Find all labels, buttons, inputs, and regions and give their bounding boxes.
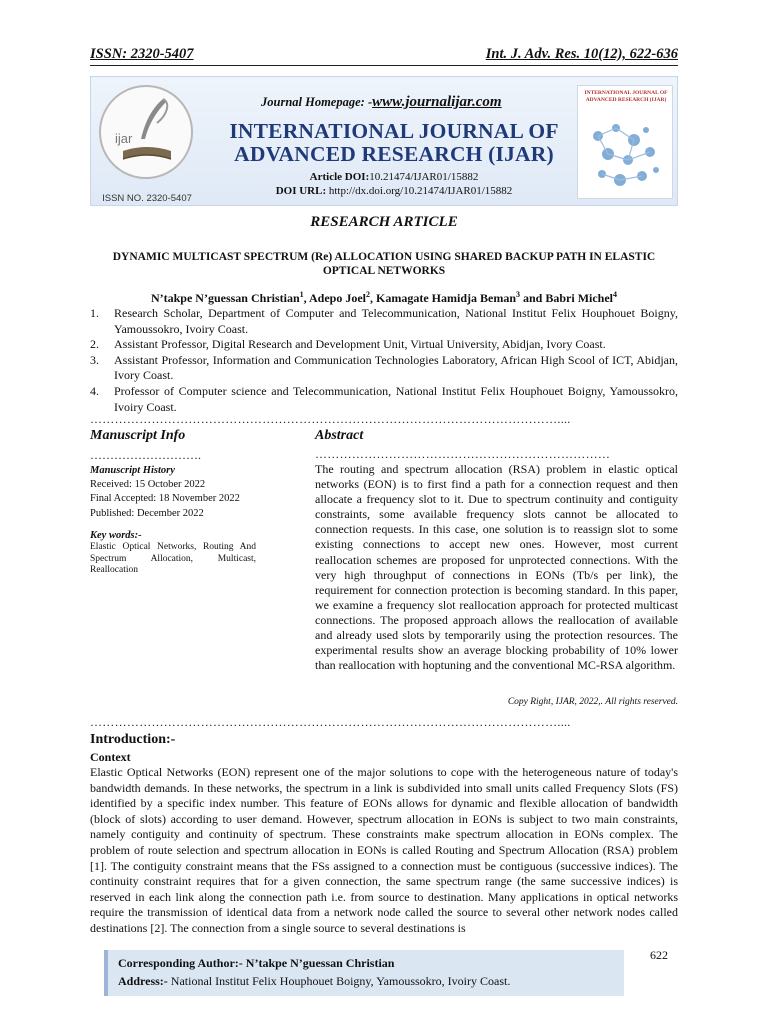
- journal-banner: [90, 76, 678, 206]
- author-name: N’takpe N’guessan Christian: [150, 291, 300, 305]
- section-separator: ……………………………………………………………………………………………………....: [90, 413, 571, 425]
- paper-title: DYNAMIC MULTICAST SPECTRUM (Re) ALLOCATION USING SHARED BACKUP PATH IN ELASTIC OPTICAL NETWORKS: [112, 251, 656, 278]
- keywords-text: Elastic Optical Networks, Routing And Spectrum Allocation, Multicast, Reallocation: [90, 541, 256, 576]
- received-date: Received: 15 October 2022: [90, 479, 206, 491]
- manuscript-info-dots: ……………………….: [90, 448, 201, 462]
- corresponding-author-line: [118, 956, 614, 971]
- context-subheading: Context: [90, 750, 131, 764]
- corresponding-author-box: [104, 950, 624, 996]
- homepage-link[interactable]: www.journalijar.com: [372, 94, 502, 110]
- manuscript-info-heading: Manuscript Info: [90, 428, 186, 443]
- keywords-heading: Key words:-: [90, 530, 142, 541]
- logo-issn-number: ISSN NO. 2320-5407: [102, 193, 192, 204]
- manuscript-history: [90, 464, 260, 521]
- author-affiliation-mark: 2: [366, 290, 370, 299]
- issn-label: ISSN: 2320-5407: [90, 46, 194, 62]
- homepage-label: Journal Homepage: -: [261, 95, 373, 109]
- affiliation-text: Assistant Professor, Information and Communication Technologies Laboratory, African High Scool of ICT, Abidjan, Ivory Coast.: [114, 352, 678, 383]
- affiliation-text: Research Scholar, Department of Computer and Telecommunication, National Institut Felix Houphouet Boigny, Yamoussokro, Ivoiry Coast.: [114, 306, 678, 336]
- page-number: 622: [650, 948, 668, 962]
- affiliation-number: 2.: [90, 337, 99, 352]
- cover-title: INTERNATIONAL JOURNAL OF ADVANCED RESEARCH (IJAR): [584, 90, 668, 103]
- affiliation-item: [90, 337, 678, 353]
- journal-title: INTERNATIONAL JOURNAL OF ADVANCED RESEARCH (IJAR): [229, 119, 559, 167]
- doi-url-label: DOI URL:: [275, 184, 327, 197]
- introduction-paragraph: Elastic Optical Networks (EON) represent one of the major solutions to cope with the heterogeneous nature of today's bandwidth demands. In these networks, the spectrum in a link is subdivided into small units called Frequency Slots (FS) identified by a specific index number. This feature of EONs allows for dynamic and flexible allocation of bandwidth (block of slots) according to user demand. However, spectrum allocation in EONs is subject to two main constraints, namely contiguity and continuity of spectrum. These constraints make spectrum allocation in EONs complex. The problem of route selection and spectrum allocation in EONs is called Routing and Spectrum Allocation (RSA) problem [1]. The contiguity constraint means that the FSs assigned to a connection must be contiguous (successive indices). The continuity constraint requires that for a given connection, the same spectrum range (the same successive indices) is reserved in each link along the connection path i.e. from source to destination. Many applications in optical networks require the transmission of identical data from a network node called the source to several other network nodes called destinations [2]. The connection from a single source to several destinations is: [90, 765, 678, 935]
- author-affiliation-mark: 4: [613, 290, 618, 299]
- author-separator: and: [520, 291, 546, 305]
- affiliation-text: Professor of Computer science and Telecommunication, National Institut Felix Houphouet Boigny, Yamoussokro, Ivoiry Coast.: [114, 383, 678, 414]
- affiliation-item: [90, 306, 678, 337]
- introduction-heading: Introduction:-: [90, 732, 176, 747]
- address-label: Address:-: [118, 974, 168, 988]
- running-header: [90, 46, 678, 66]
- address-line: [118, 974, 614, 989]
- author-name: Adepo Joel: [309, 291, 366, 305]
- author-list: [90, 290, 678, 306]
- abstract-text: The routing and spectrum allocation (RSA) problem in elastic optical networks (EON) is to first find a path for a connection request and then allocate a frequency slot to it. Due to spectrum continuity and contiguity constraints, some available frequency slots cannot be allocated to connection requests. In this case, one solution is to reassign slot to some existing connections to accept new ones. However, most current reallocation schemes are proposed for unprotected connections. With the very high throughput of connections in EONs (Tb/s per link), the requirement for connection protection is becoming standard. In this paper, we examine a frequency slot reallocation approach for protected multicast connections. The proposed approach allows the reallocation of available and already used slots by temporarily using the protection resources. The experimental results show an average blocking probability of 10% lower than reallocation with hoptuning and the conventional MC-RSA algorithm.: [315, 462, 678, 673]
- affiliation-number: 4.: [90, 383, 99, 398]
- logo-ijar-text: ijar: [115, 131, 133, 146]
- keywords-block: [90, 530, 256, 577]
- journal-homepage: [261, 94, 502, 111]
- published-date: Published: December 2022: [90, 507, 204, 519]
- affiliation-item: [90, 384, 678, 415]
- section-separator-2: ……………………………………………………………………………………………………....: [90, 716, 571, 728]
- author-name: Kamagate Hamidja Beman: [376, 291, 516, 305]
- author-affiliation-mark: 1: [299, 290, 304, 299]
- copyright-notice: Copy Right, IJAR, 2022,. All rights reserved.: [507, 697, 678, 707]
- corresponding-label: Corresponding Author:-: [118, 956, 243, 970]
- doi-block: [213, 171, 575, 199]
- abstract-dots: ………………………………………………………………: [315, 448, 611, 460]
- author-affiliation-mark: 3: [516, 290, 520, 299]
- history-heading: Manuscript History: [90, 465, 175, 476]
- author-separator: ,: [370, 291, 376, 305]
- author-separator: ,: [303, 291, 309, 305]
- affiliation-number: 3.: [90, 352, 99, 367]
- molecule-graphic-icon: [584, 116, 668, 196]
- article-doi-value: 10.21474/IJAR01/15882: [369, 171, 479, 183]
- ijar-logo: [93, 81, 201, 203]
- affiliation-number: 1.: [90, 306, 99, 320]
- affiliation-list: [90, 306, 678, 415]
- accepted-date: Final Accepted: 18 November 2022: [90, 493, 240, 505]
- article-type: RESEARCH ARTICLE: [310, 214, 458, 230]
- affiliation-item: [90, 353, 678, 384]
- affiliation-text: Assistant Professor, Digital Research and Development Unit, Virtual University, Abidjan, Ivory Coast.: [114, 337, 606, 352]
- article-doi-label: Article DOI:: [309, 171, 370, 183]
- author-name: Babri Michel: [545, 291, 614, 305]
- journal-cover-image: [577, 85, 673, 199]
- corresponding-name: N’takpe N’guessan Christian: [245, 956, 395, 970]
- doi-url-link[interactable]: http://dx.doi.org/10.21474/IJAR01/15882: [328, 184, 513, 197]
- abstract-heading: Abstract: [315, 428, 364, 443]
- address-text: National Institut Felix Houphouet Boigny, Yamoussokro, Ivoiry Coast.: [170, 974, 511, 988]
- journal-reference: Int. J. Adv. Res. 10(12), 622-636: [485, 46, 678, 62]
